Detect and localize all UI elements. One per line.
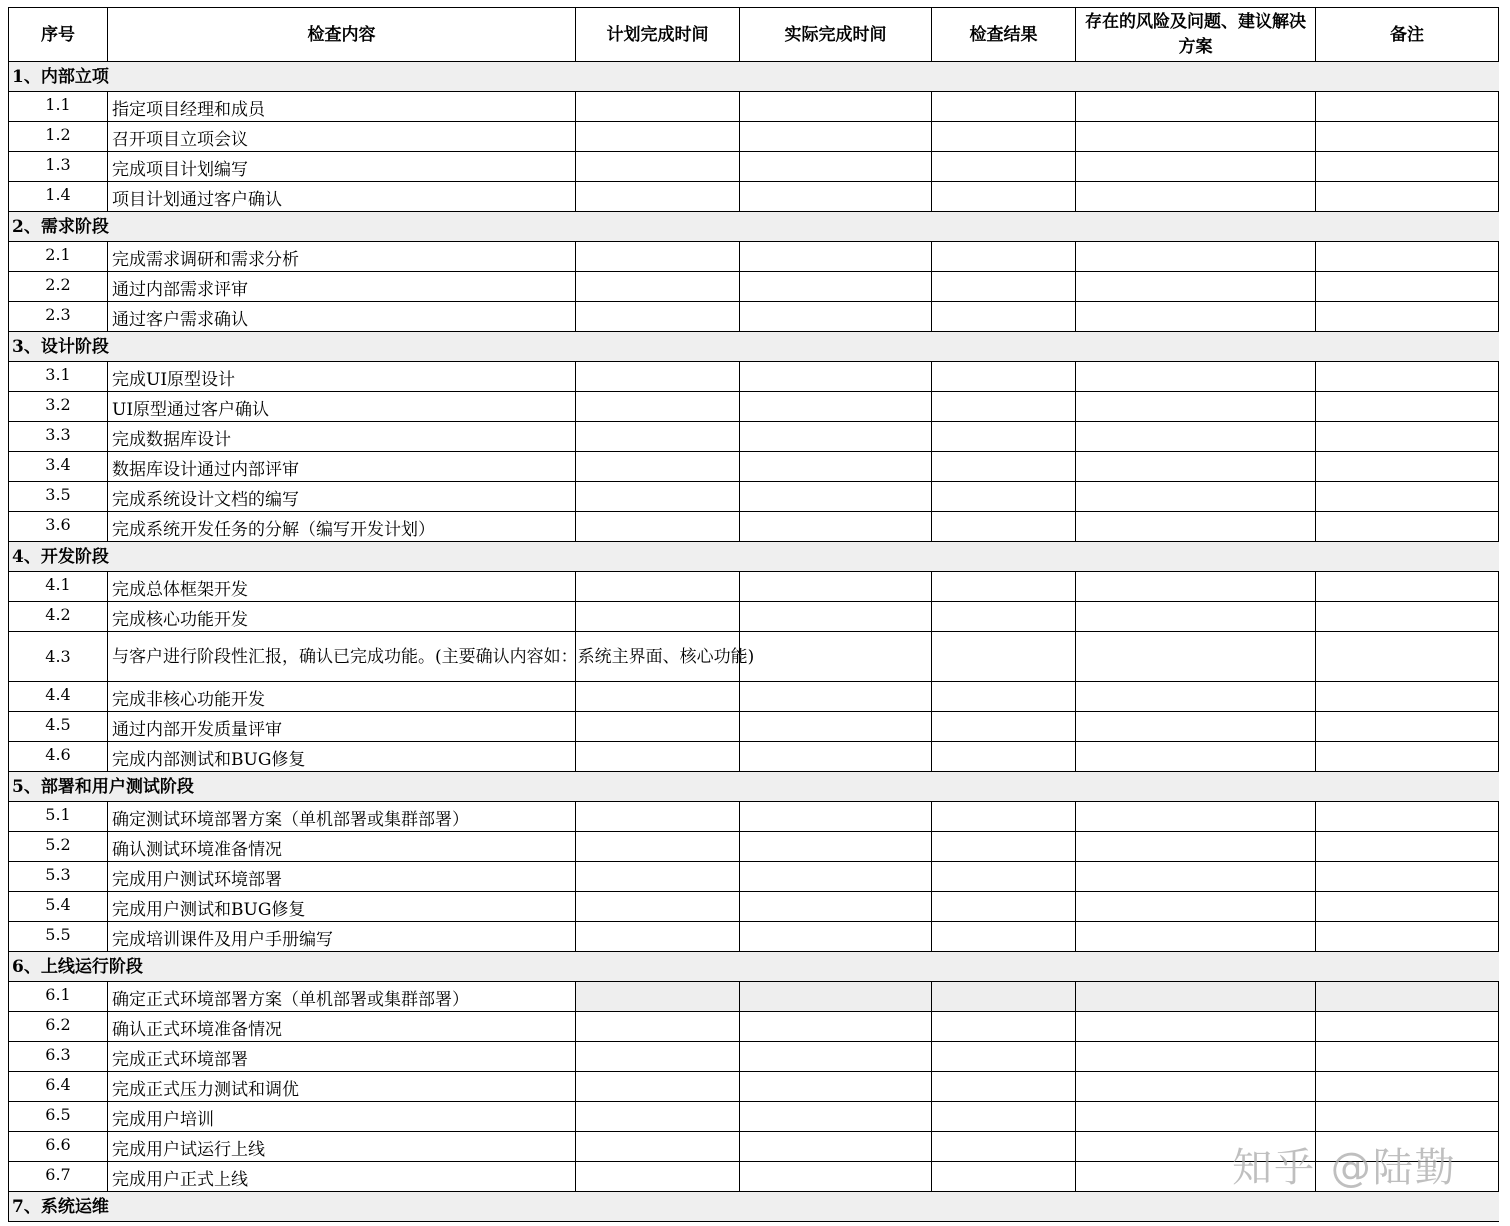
risks-cell[interactable] [1076, 362, 1316, 392]
table-row [9, 392, 1499, 422]
risks-cell[interactable] [1076, 712, 1316, 742]
notes-cell[interactable] [1316, 572, 1499, 602]
notes-cell[interactable] [1316, 862, 1499, 892]
item-number: 2.1 [9, 242, 108, 272]
risks-cell[interactable] [1076, 1102, 1316, 1132]
actual-cell[interactable] [740, 362, 932, 392]
risks-cell[interactable] [1076, 512, 1316, 542]
notes-cell[interactable] [1316, 1072, 1499, 1102]
actual-cell[interactable] [740, 1042, 932, 1072]
item-number: 4.2 [9, 602, 108, 632]
planned-cell[interactable] [576, 482, 740, 512]
planned-cell[interactable] [576, 862, 740, 892]
risks-cell[interactable] [1076, 1042, 1316, 1072]
notes-cell[interactable] [1316, 682, 1499, 712]
item-content: 完成正式环境部署 [108, 1042, 576, 1072]
item-number: 1.2 [9, 122, 108, 152]
section-row [9, 952, 1499, 982]
result-cell[interactable] [932, 632, 1076, 682]
result-cell[interactable] [932, 1102, 1076, 1132]
result-cell[interactable] [932, 302, 1076, 332]
result-cell[interactable] [932, 712, 1076, 742]
item-number: 1.1 [9, 92, 108, 122]
result-cell[interactable] [932, 742, 1076, 772]
result-cell[interactable] [932, 1132, 1076, 1162]
planned-cell[interactable] [576, 302, 740, 332]
result-cell[interactable] [932, 1012, 1076, 1042]
risks-cell[interactable] [1076, 682, 1316, 712]
section-row [9, 212, 1499, 242]
risks-cell[interactable] [1076, 982, 1316, 1012]
item-content: 完成总体框架开发 [108, 572, 576, 602]
item-content: 完成培训课件及用户手册编写 [108, 922, 576, 952]
item-number: 5.5 [9, 922, 108, 952]
risks-cell[interactable] [1076, 182, 1316, 212]
item-number: 6.6 [9, 1132, 108, 1162]
result-cell[interactable] [932, 862, 1076, 892]
risks-cell[interactable] [1076, 832, 1316, 862]
result-cell[interactable] [932, 892, 1076, 922]
item-number: 3.4 [9, 452, 108, 482]
planned-cell[interactable] [576, 602, 740, 632]
planned-cell[interactable] [576, 362, 740, 392]
header-planned: 计划完成时间 [576, 8, 740, 62]
notes-cell[interactable] [1316, 922, 1499, 952]
item-number: 1.4 [9, 182, 108, 212]
table-row [9, 362, 1499, 392]
header-num: 序号 [9, 8, 108, 62]
risks-cell[interactable] [1076, 922, 1316, 952]
risks-cell[interactable] [1076, 1162, 1316, 1192]
table-row [9, 1132, 1499, 1162]
item-content: 指定项目经理和成员 [108, 92, 576, 122]
section-title: 7、系统运维 [9, 1192, 1499, 1222]
planned-cell[interactable] [576, 802, 740, 832]
item-number: 5.4 [9, 892, 108, 922]
item-number: 4.1 [9, 572, 108, 602]
actual-cell[interactable] [740, 632, 932, 682]
notes-cell[interactable] [1316, 1042, 1499, 1072]
table-row [9, 422, 1499, 452]
notes-cell[interactable] [1316, 362, 1499, 392]
section-title: 4、开发阶段 [9, 542, 1499, 572]
item-content: 完成项目计划编写 [108, 152, 576, 182]
planned-cell[interactable] [576, 832, 740, 862]
table-row [9, 122, 1499, 152]
result-cell[interactable] [932, 602, 1076, 632]
item-content: 确定测试环境部署方案（单机部署或集群部署） [108, 802, 576, 832]
actual-cell[interactable] [740, 892, 932, 922]
item-number: 6.5 [9, 1102, 108, 1132]
actual-cell[interactable] [740, 1162, 932, 1192]
result-cell[interactable] [932, 92, 1076, 122]
notes-cell[interactable] [1316, 712, 1499, 742]
result-cell[interactable] [932, 982, 1076, 1012]
planned-cell[interactable] [576, 982, 740, 1012]
header-notes: 备注 [1316, 8, 1499, 62]
risks-cell[interactable] [1076, 122, 1316, 152]
header-result: 检查结果 [932, 8, 1076, 62]
header-row [9, 8, 1499, 62]
section-row [9, 62, 1499, 92]
section-row [9, 332, 1499, 362]
item-number: 5.3 [9, 862, 108, 892]
planned-cell[interactable] [576, 682, 740, 712]
planned-cell[interactable] [576, 1102, 740, 1132]
table-row [9, 1162, 1499, 1192]
planned-cell[interactable] [576, 512, 740, 542]
risks-cell[interactable] [1076, 242, 1316, 272]
item-content: 完成核心功能开发 [108, 602, 576, 632]
actual-cell[interactable] [740, 1072, 932, 1102]
item-content: 通过内部开发质量评审 [108, 712, 576, 742]
table-row [9, 712, 1499, 742]
actual-cell[interactable] [740, 452, 932, 482]
result-cell[interactable] [932, 272, 1076, 302]
notes-cell[interactable] [1316, 482, 1499, 512]
planned-cell[interactable] [576, 182, 740, 212]
planned-cell[interactable] [576, 742, 740, 772]
item-content: 确认正式环境准备情况 [108, 1012, 576, 1042]
risks-cell[interactable] [1076, 572, 1316, 602]
item-number: 1.3 [9, 152, 108, 182]
planned-cell[interactable] [576, 422, 740, 452]
result-cell[interactable] [932, 452, 1076, 482]
result-cell[interactable] [932, 422, 1076, 452]
planned-cell[interactable] [576, 922, 740, 952]
planned-cell[interactable] [576, 1042, 740, 1072]
actual-cell[interactable] [740, 832, 932, 862]
table-row [9, 1072, 1499, 1102]
planned-cell[interactable] [576, 122, 740, 152]
actual-cell[interactable] [740, 922, 932, 952]
checklist-table [8, 7, 1499, 1222]
item-number: 2.3 [9, 302, 108, 332]
planned-cell[interactable] [576, 892, 740, 922]
section-row [9, 772, 1499, 802]
planned-cell[interactable] [576, 452, 740, 482]
notes-cell[interactable] [1316, 632, 1499, 682]
table-row [9, 632, 1499, 682]
item-number: 3.3 [9, 422, 108, 452]
actual-cell[interactable] [740, 122, 932, 152]
notes-cell[interactable] [1316, 832, 1499, 862]
item-number: 2.2 [9, 272, 108, 302]
planned-cell[interactable] [576, 272, 740, 302]
actual-cell[interactable] [740, 602, 932, 632]
risks-cell[interactable] [1076, 892, 1316, 922]
item-number: 3.6 [9, 512, 108, 542]
table-row [9, 892, 1499, 922]
item-content: 项目计划通过客户确认 [108, 182, 576, 212]
item-number: 4.6 [9, 742, 108, 772]
table-row [9, 832, 1499, 862]
table-row [9, 862, 1499, 892]
risks-cell[interactable] [1076, 802, 1316, 832]
item-content: 完成用户测试和BUG修复 [108, 892, 576, 922]
risks-cell[interactable] [1076, 422, 1316, 452]
risks-cell[interactable] [1076, 152, 1316, 182]
actual-cell[interactable] [740, 512, 932, 542]
planned-cell[interactable] [576, 1012, 740, 1042]
actual-cell[interactable] [740, 1012, 932, 1042]
actual-cell[interactable] [740, 862, 932, 892]
section-title: 2、需求阶段 [9, 212, 1499, 242]
planned-cell[interactable] [576, 1132, 740, 1162]
actual-cell[interactable] [740, 392, 932, 422]
actual-cell[interactable] [740, 682, 932, 712]
planned-cell[interactable] [576, 152, 740, 182]
table-row [9, 682, 1499, 712]
notes-cell[interactable] [1316, 272, 1499, 302]
risks-cell[interactable] [1076, 92, 1316, 122]
item-number: 6.4 [9, 1072, 108, 1102]
risks-cell[interactable] [1076, 1132, 1316, 1162]
result-cell[interactable] [932, 802, 1076, 832]
table-row [9, 572, 1499, 602]
item-number: 6.2 [9, 1012, 108, 1042]
section-title: 5、部署和用户测试阶段 [9, 772, 1499, 802]
table-row [9, 182, 1499, 212]
watermark: 知乎 @陆勤 [1232, 1145, 1457, 1191]
notes-cell[interactable] [1316, 122, 1499, 152]
notes-cell[interactable] [1316, 1012, 1499, 1042]
notes-cell[interactable] [1316, 392, 1499, 422]
planned-cell[interactable] [576, 242, 740, 272]
header-actual: 实际完成时间 [740, 8, 932, 62]
planned-cell[interactable] [576, 392, 740, 422]
notes-cell[interactable] [1316, 512, 1499, 542]
table-row [9, 1102, 1499, 1132]
risks-cell[interactable] [1076, 302, 1316, 332]
notes-cell[interactable] [1316, 892, 1499, 922]
item-number: 4.3 [9, 632, 108, 682]
table-row [9, 152, 1499, 182]
item-content: 通过内部需求评审 [108, 272, 576, 302]
planned-cell[interactable] [576, 712, 740, 742]
item-content: 完成用户培训 [108, 1102, 576, 1132]
header-risks: 存在的风险及问题、建议解决方案 [1076, 8, 1316, 62]
table-row [9, 602, 1499, 632]
item-content: 完成用户试运行上线 [108, 1132, 576, 1162]
actual-cell[interactable] [740, 302, 932, 332]
section-row [9, 1192, 1499, 1222]
result-cell[interactable] [932, 832, 1076, 862]
item-number: 6.1 [9, 982, 108, 1012]
item-number: 4.5 [9, 712, 108, 742]
planned-cell[interactable] [576, 92, 740, 122]
table-row [9, 302, 1499, 332]
actual-cell[interactable] [740, 422, 932, 452]
item-content: 确认测试环境准备情况 [108, 832, 576, 862]
table-row [9, 512, 1499, 542]
table-row [9, 1042, 1499, 1072]
result-cell[interactable] [932, 1042, 1076, 1072]
planned-cell[interactable] [576, 1072, 740, 1102]
risks-cell[interactable] [1076, 452, 1316, 482]
item-content: 完成系统设计文档的编写 [108, 482, 576, 512]
notes-cell[interactable] [1316, 982, 1499, 1012]
item-number: 5.1 [9, 802, 108, 832]
header-content: 检查内容 [108, 8, 576, 62]
table-row [9, 742, 1499, 772]
result-cell[interactable] [932, 1162, 1076, 1192]
planned-cell[interactable] [576, 1162, 740, 1192]
item-content: 与客户进行阶段性汇报，确认已完成功能。(主要确认内容如：系统主界面、核心功能) [108, 632, 576, 682]
item-content: 完成非核心功能开发 [108, 682, 576, 712]
table-row [9, 92, 1499, 122]
result-cell[interactable] [932, 122, 1076, 152]
result-cell[interactable] [932, 1072, 1076, 1102]
item-number: 3.1 [9, 362, 108, 392]
item-number: 6.7 [9, 1162, 108, 1192]
actual-cell[interactable] [740, 712, 932, 742]
table-row [9, 272, 1499, 302]
table-row [9, 982, 1499, 1012]
section-title: 6、上线运行阶段 [9, 952, 1499, 982]
section-title: 1、内部立项 [9, 62, 1499, 92]
item-content: 完成UI原型设计 [108, 362, 576, 392]
item-content: 完成用户正式上线 [108, 1162, 576, 1192]
notes-cell[interactable] [1316, 152, 1499, 182]
actual-cell[interactable] [740, 242, 932, 272]
notes-cell[interactable] [1316, 742, 1499, 772]
actual-cell[interactable] [740, 802, 932, 832]
item-number: 5.2 [9, 832, 108, 862]
item-number: 6.3 [9, 1042, 108, 1072]
actual-cell[interactable] [740, 742, 932, 772]
item-number: 3.2 [9, 392, 108, 422]
notes-cell[interactable] [1316, 182, 1499, 212]
actual-cell[interactable] [740, 1102, 932, 1132]
result-cell[interactable] [932, 242, 1076, 272]
item-content: UI原型通过客户确认 [108, 392, 576, 422]
table-row [9, 922, 1499, 952]
actual-cell[interactable] [740, 572, 932, 602]
item-content: 通过客户需求确认 [108, 302, 576, 332]
result-cell[interactable] [932, 512, 1076, 542]
table-body [9, 62, 1499, 1222]
item-content: 完成系统开发任务的分解（编写开发计划） [108, 512, 576, 542]
table-row [9, 242, 1499, 272]
table-row [9, 802, 1499, 832]
table-row [9, 452, 1499, 482]
actual-cell[interactable] [740, 482, 932, 512]
result-cell[interactable] [932, 152, 1076, 182]
notes-cell[interactable] [1316, 242, 1499, 272]
item-content: 完成正式压力测试和调优 [108, 1072, 576, 1102]
item-content: 完成需求调研和需求分析 [108, 242, 576, 272]
result-cell[interactable] [932, 362, 1076, 392]
notes-cell[interactable] [1316, 452, 1499, 482]
actual-cell[interactable] [740, 152, 932, 182]
item-content: 完成用户测试环境部署 [108, 862, 576, 892]
risks-cell[interactable] [1076, 602, 1316, 632]
table-row [9, 482, 1499, 512]
risks-cell[interactable] [1076, 392, 1316, 422]
item-content: 完成内部测试和BUG修复 [108, 742, 576, 772]
notes-cell[interactable] [1316, 92, 1499, 122]
item-number: 4.4 [9, 682, 108, 712]
risks-cell[interactable] [1076, 1012, 1316, 1042]
risks-cell[interactable] [1076, 272, 1316, 302]
section-title: 3、设计阶段 [9, 332, 1499, 362]
planned-cell[interactable] [576, 572, 740, 602]
result-cell[interactable] [932, 682, 1076, 712]
notes-cell[interactable] [1316, 1162, 1499, 1192]
actual-cell[interactable] [740, 272, 932, 302]
notes-cell[interactable] [1316, 422, 1499, 452]
risks-cell[interactable] [1076, 482, 1316, 512]
result-cell[interactable] [932, 572, 1076, 602]
item-content: 召开项目立项会议 [108, 122, 576, 152]
result-cell[interactable] [932, 922, 1076, 952]
actual-cell[interactable] [740, 182, 932, 212]
item-content: 完成数据库设计 [108, 422, 576, 452]
notes-cell[interactable] [1316, 302, 1499, 332]
result-cell[interactable] [932, 392, 1076, 422]
actual-cell[interactable] [740, 1132, 932, 1162]
result-cell[interactable] [932, 182, 1076, 212]
section-row [9, 542, 1499, 572]
table-row [9, 1012, 1499, 1042]
risks-cell[interactable] [1076, 742, 1316, 772]
risks-cell[interactable] [1076, 632, 1316, 682]
notes-cell[interactable] [1316, 1102, 1499, 1132]
risks-cell[interactable] [1076, 1072, 1316, 1102]
item-content: 确定正式环境部署方案（单机部署或集群部署） [108, 982, 576, 1012]
item-number: 3.5 [9, 482, 108, 512]
actual-cell[interactable] [740, 92, 932, 122]
notes-cell[interactable] [1316, 602, 1499, 632]
actual-cell[interactable] [740, 982, 932, 1012]
notes-cell[interactable] [1316, 802, 1499, 832]
item-content: 数据库设计通过内部评审 [108, 452, 576, 482]
result-cell[interactable] [932, 482, 1076, 512]
notes-cell[interactable] [1316, 1132, 1499, 1162]
risks-cell[interactable] [1076, 862, 1316, 892]
